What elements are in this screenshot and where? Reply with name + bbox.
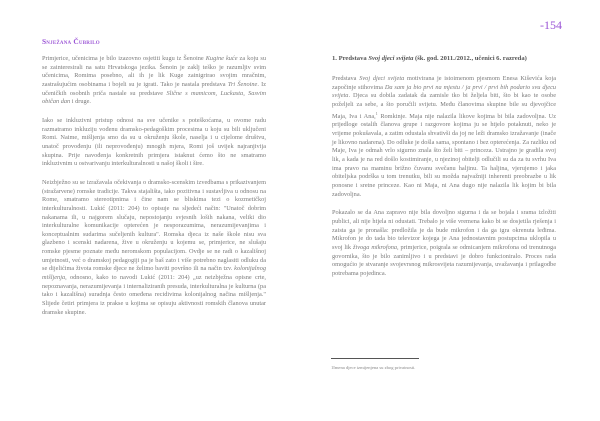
- text: Predstava: [332, 75, 360, 82]
- footnote-ref: 1: [375, 110, 378, 116]
- text: motivirana je istoimenom pjesmom Enesa Kiševića koja započinje stihovima: [332, 75, 557, 91]
- paragraph: [42, 117, 266, 169]
- text: Neizbježno su se izražavala očekivanja o dramsko-scenskim izvedbama s prikazivanjem (stražarvene) romske tradicije. Takva stajališta, iako pozitivna i sustavljiva u odnosu na Rome, smatramo stereotipnima i čine nam se bliskima tezi o kozmetičkoj interkulturalnosti. Lukić (2011: 204) to opisuje na sljedeći način: "Unatoč dobrim nakanama ili, u najgorem slučaju, nepostojanju svjesnih loših nakana, veliki dio interkulturalne komunikacije opterećen je nesporazumima, nerazumijevanjima i konceptualnim sudarima sučeljenih kultura". Romska djeca iz naše škole nisu sva glazbeno i scenski nadarena, žive u okruženju u kojemu se, primjerice, ne slušaju romske pjesme poznate među neromskom populacijom. Ovdje se ne radi o kazališnoj umjetnosti, već o dramskoj pedagogiji pa je baš zato i više potrebno naglasiti odluku da se dijelićima života romske djece ne želimo baviti površno ili na način tzv.: [42, 178, 266, 273]
- quote-italic: Da sam ja bio prvi na mjestu / ja prvi / prvi bih podario svu djecu svijeta: [332, 83, 557, 100]
- text: , primjerice, poigrala se odmicanjem mikrofona od trenutnoga govornika, što je bilo zanimljivo i u predstavi je dobro funkcioniralo. Proces rada omogućio je stvaranje svojevrsnog mikrosvijeta razumijevanja, uvažavanja i prilagodbe potrebama pojedinca.: [332, 243, 556, 277]
- paragraph: [42, 55, 266, 107]
- text: . Iz učeničkih osobnih priča nastale su predstave: [42, 80, 266, 97]
- paragraph: [42, 179, 266, 318]
- paragraph: [332, 209, 556, 278]
- author-running-head: Snježana Čubrilo: [42, 37, 100, 46]
- title-italic: Svoj djeci svijeta: [359, 75, 405, 82]
- left-page-body: [42, 55, 266, 327]
- page-number: -154: [540, 18, 562, 32]
- title-italic: Slične s mamicom, Luckasta, Sasvim običan dan: [42, 89, 266, 106]
- term-italic: živoga mikrofona: [353, 243, 398, 251]
- title-italic: Svoj djeci svijeta: [368, 55, 414, 62]
- text: Romkinje. Maja nije nalazila likove kojima bi bila zadovoljna. Uz prijedloge ostalih članova grupe i razgovore kojima ju se htjelo potaknuti, neko je vrijeme pokušavala, a zatim odustala shvativši da joj ne leži dramsko izražavanje (inače je likovno nadarena). Do odluke je došla sama, spontano i bez opterećenja. Za razliku od Maje, Iva je odmah vrlo sigurno znala što želi biti – princeza. Ustrajno je gradila svoj lik, a kada je na red došlo kostimiranje, u njezinoj obitelji odlučili su da za tu svrhu Iva ima pravo na maminu brižno čuvanu svečanu haljinu. Ta haljina, vjerujemo i jaka obiteljska podrška u tom trenutku, bili su možda najvažniji inherenti preobrazbe u lik ponosne i sretne princeze. Kao ni Maja, ni Ana dugo nije nalazila lik kojim bi bila zadovoljna.: [332, 112, 556, 198]
- paragraph: [332, 75, 556, 199]
- title-italic: Kugine kuće: [205, 55, 238, 62]
- text: (šk. god. 2011./2012., učenici 6. razreda): [413, 55, 527, 62]
- footnote-divider: [331, 358, 419, 359]
- text: Pokazalo se da Ana zapravo nije bila dovoljno sigurna i da se bojala i srama izložiti publici, ali nije htjela ni odustati. Trebalo je više vremena kako bi se dosjetila rješenja i zaista ga je pronašla: predložila je da bude mikrofon i da ga igra okrenuta leđima. Mikrofon je do tada bio televizor kojega je Ana jednostavnim postupcima uklopila u svoj lik: [332, 209, 556, 251]
- right-page-body: [332, 75, 556, 289]
- footnote: 1Imena djece izmijenjena su zbog privatnosti.: [331, 365, 416, 370]
- text: Iako se inkluzivni pristup odnosi na sve učenike s poteškoćama, u ovome radu razmatramo inkluziju vođenu dramsko-pedagoškim procesima u koju su bili uključeni Romi. Naime, mišljenja smo da su u okruženju škole, naselja i u cijelome društvu, unatoč provođenju (ili neprovođenju) mnogih mjera, Romi još uvijek najranjivija skupina. Prije navođenja konkretnih primjera istaknut ćemo što ne smatramo inkluzivnim u ostvarivanju interkulturalnosti u našoj školi i šire.: [42, 116, 266, 168]
- text: . Djeca su dobila zadatak da zamisle tko bi željela biti, što bi kao te osobe poželjeli za sebe, a što poručili svijetu. Među članovima skupine bile su djevojčice Maja, Iva i Ana,: [332, 92, 556, 120]
- section-heading: [332, 55, 527, 62]
- title-italic: Tri Šenoine: [227, 80, 258, 88]
- text: 1. Predstava: [332, 55, 369, 62]
- term-italic: kolonijalnog mišljenja: [42, 265, 266, 282]
- text: za koju su se zainteresirali na satu Hrvatskoga jezika. Šenoin je zaklj teško je razumljiv svim učenicima, Romima posebno, ali ih je lik Kuge zainigrirao svojim mračnim, zastrašujućim osobinama i bojeli su je igrati. Tako je nastala predstava: [42, 55, 267, 88]
- text: i druge.: [70, 98, 91, 106]
- text: Primjerice, učenicima je bilo izazovno osjetiti kugu iz Šenoine: [42, 55, 206, 62]
- text: , odnosno, kako to navodi Lukić (2011: 204) „uz neizbježna opisne crte, nepoznavanja, nerazumijevanja i internaliziranih presuda, interkulturalna je kulturna (pa tako i kazališna) suradnja često omeđena recidivima kolonijalnog načina mišljenja." Slijede četiri primjera iz prakse u kojima se opisuju aktivnosti romskih članova unutar dramske skupine.: [42, 274, 266, 316]
